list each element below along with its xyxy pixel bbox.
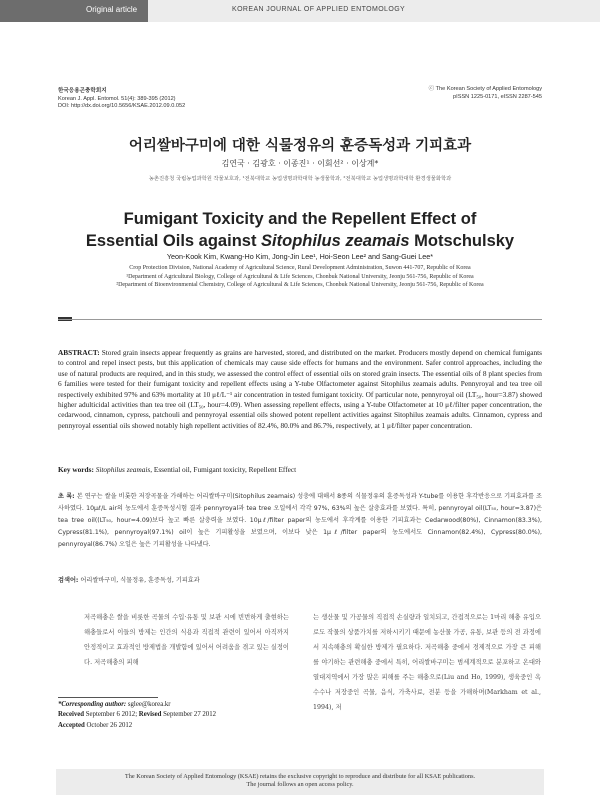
korean-abstract <box>58 491 542 551</box>
copyright-line-2: The journal follows an open access policy. <box>246 781 354 788</box>
title-author-name: Motschulsky <box>409 232 515 250</box>
affiliation-2: ¹Department of Agricultural Biology, College of Agricultural & Life Sciences, Chonbuk National University, Jeonju 561-756, Republic of Korea <box>126 273 474 280</box>
copyright-issn-block <box>429 86 542 101</box>
korean-keywords-text: 어리쌀바구미, 식물정유, 훈증독성, 기피효과 <box>78 577 200 584</box>
corresponding-author <box>58 700 298 710</box>
keywords-rest: , Essential oil, Fumigant toxicity, Repellent Effect <box>150 465 297 474</box>
accepted-label: Accepted <box>58 721 85 729</box>
footnote <box>58 700 298 731</box>
citation: Korean J. Appl. Entomol. 51(4): 389-395 (2012) <box>58 95 176 102</box>
received-revised <box>58 710 298 720</box>
keywords-species: Sitophilus zeamais <box>95 465 151 474</box>
article-type-label: Original article <box>86 5 138 14</box>
korean-abstract-text: 본 연구는 쌀을 비롯한 저장곡물을 가해하는 어리쌀바구미(Sitophilus zeamais) 성충에 대해서 8종의 식물정유의 훈증독성과 Y-tube를 이용한 후각반응으로 기피효과를 조사하였다. 10μℓ/L air의 농도에서 훈증독성시험 결과 pennyroyal과 tea tree 오일에서 각각 97%, 63%의 높은 살충효과를 보였다. 특히, pennyroyal oil(LT₅₀, hour=3.87)은 tea tree oil((LT₅₀, hour=4.09)보다 높고 빠른 살충력을 보였다. 10μℓ/filter paper의 농도에서 후각계를 이용한 기피효과는 Cedarwood(80%), Cinnamon(83.3%), Cypress(81.1%), pennyroyal(97.1%) oil이 높은 기피활성을 보였으며, 이보다 낮은 1μℓ/filter paper의 농도에서도 Cinnamon(82.4%), Cypress(80.0%), pennyroyal(86.7%) 오일은 높은 기피활성을 나타냈다. <box>58 493 542 548</box>
accepted-date: October 26 2012 <box>84 721 133 729</box>
english-authors: Yeon-Kook Kim, Kwang-Ho Kim, Jong-Jin Lee¹, Hoi-Seon Lee² and Sang-Guei Lee* <box>166 252 434 261</box>
title-text: Essential Oils against <box>85 232 262 250</box>
copyright-footer <box>56 769 544 795</box>
body-column-right: 는 생산물 및 가공물의 직접적 손실량과 일치되고, 간접적으로는 1마리 해충 유입으로도 작물의 상품가치를 저하시키기 때문에 농산물 가공, 유통, 보관 등의 전 과정에서 지속해충의 확실한 방제가 필요하다. 저곡해충 중에서 경제적으로 가장 큰 피해를 야기하는 관련해충 중에서 특히, 어리쌀바구미는 범세계적으로 분포하고 온대와 열대지역에서 가장 많은 피해를 주는 해충으로(Liu and Ho, 1999), 생육중인 옥수수나 저장중인 곡물, 음식, 가축사료, 전분 등을 가해하며(Markham et al., 1994), 저 <box>313 614 541 711</box>
korean-authors: 김연국 · 김광호 · 이종진¹ · 이회선² · 이상계* <box>221 159 379 168</box>
affiliation-1: Crop Protection Division, National Academy of Agricultural Science, Rural Development Administration, Suwon 441-707, Republic of Korea <box>129 265 471 271</box>
english-title <box>0 208 600 252</box>
korean-keywords-label: 검색어: <box>58 577 79 584</box>
revised-date: September 27 2012 <box>161 711 217 719</box>
corresponding-label: *Corresponding author: <box>58 701 127 708</box>
doi-link[interactable]: DOI: http://dx.doi.org/10.5656/KSAE.2012.09.0.052 <box>58 103 186 109</box>
society-copyright: ⓒ The Korean Society of Applied Entomology <box>428 86 542 92</box>
korean-title: 어리쌀바구미에 대한 식물정유의 훈증독성과 기피효과 <box>128 138 472 154</box>
abstract-label: ABSTRACT: <box>58 348 100 357</box>
issn: pISSN 1225-0171, eISSN 2287-545 <box>453 93 542 100</box>
english-keywords <box>58 465 542 475</box>
korean-affiliation: 농촌진흥청 국립농업과학원 작물보호과, ¹전북대학교 농업생명과학대학 농생물학과, ²전북대학교 농업생명과학대학 환경생물화학과 <box>148 176 452 182</box>
corresponding-email[interactable]: sglee@korea.kr <box>126 701 171 708</box>
english-title-line1: Fumigant Toxicity and the Repellent Effect of <box>123 210 477 228</box>
revised-label: Revised <box>138 711 162 719</box>
body-column-left: 저곡해충은 쌀을 비롯한 곡물의 수입·유통 및 보관 시에 빈번하게 출현하는 해충들로서 이들의 방제는 인간의 식용과 직접적 관련이 있어서 아직까지 안정적이고 효과적인 방제법을 개발함에 있어서 어려움을 겪고 있는 실정이다. 저곡해충의 피해 <box>84 614 289 666</box>
copyright-line-1: The Korean Society of Applied Entomology (KSAE) retains the exclusive copyright to reproduce and distribute for all KSAE publications. <box>124 773 476 780</box>
section-rule <box>58 319 542 320</box>
citation-block <box>58 88 185 111</box>
keywords-label: Key words: <box>58 465 94 474</box>
received-date: September 6 2012; <box>84 711 139 719</box>
affiliation-3: ²Department of Bioenvironmental Chemistry, College of Agricultural & Life Sciences, Chonbuk National University, Jeonju 561-756, Republic of Korea <box>116 282 484 288</box>
header-bar <box>0 0 600 22</box>
korean-abstract-label: 초 록: <box>58 493 75 500</box>
journal-name: KOREAN JOURNAL OF APPLIED ENTOMOLOGY <box>232 6 406 13</box>
accepted <box>58 721 298 731</box>
abstract-text: Stored grain insects appear frequently as grains are harvested, stored, and distributed on the market. Producers mostly depend on chemical fumigants to control and repel insect pests, but this application of chemicals may cause side effects for humans and the environment. Safer control approaches, including the use of natural products are required, and in this study, we assessed the control effect of essential oils on stored grain insects. The essential oils of 8 plant species from 6 families were tested for their fumigant toxicity and repellent effects using a Y-tube Olfactometer against Sitophilus zeamais adults. Pennyroyal and tea tree oil respectively exhibited 97% and 63% mortality at 10 μℓ/L⁻¹ air concentration in tested fumigant toxicity. Of particular note, pennyroyal oil (LT₅₀, hour=3.87) showed higher adulticidal activities than tea tree oil (LT₅₀, hour=4.09). When assessing repellent effects, using a Y-tube Olfactometer at 10 μℓ/filter paper concentration, the cedarwood, cinnamon, cypress, patchouli and pennyroyal essential oils showed potent repellent activities against Sitophilus zeamais adults. Cinnamon, cypress and pennyroyal essential oils showed notably high repellent activities of 82.4%, 80.0% and 86.7%, respectively, at 1 μℓ/filter paper concentration. <box>58 348 542 430</box>
journal-korean-name: 한국응용곤충학회지 <box>58 88 107 94</box>
korean-keywords <box>58 575 542 584</box>
footnote-rule <box>58 697 158 698</box>
title-species: Sitophilus zeamais <box>261 232 410 250</box>
english-abstract <box>58 348 542 431</box>
english-title-line2 <box>0 230 600 252</box>
received-label: Received <box>58 711 85 719</box>
english-affiliations <box>0 264 600 290</box>
